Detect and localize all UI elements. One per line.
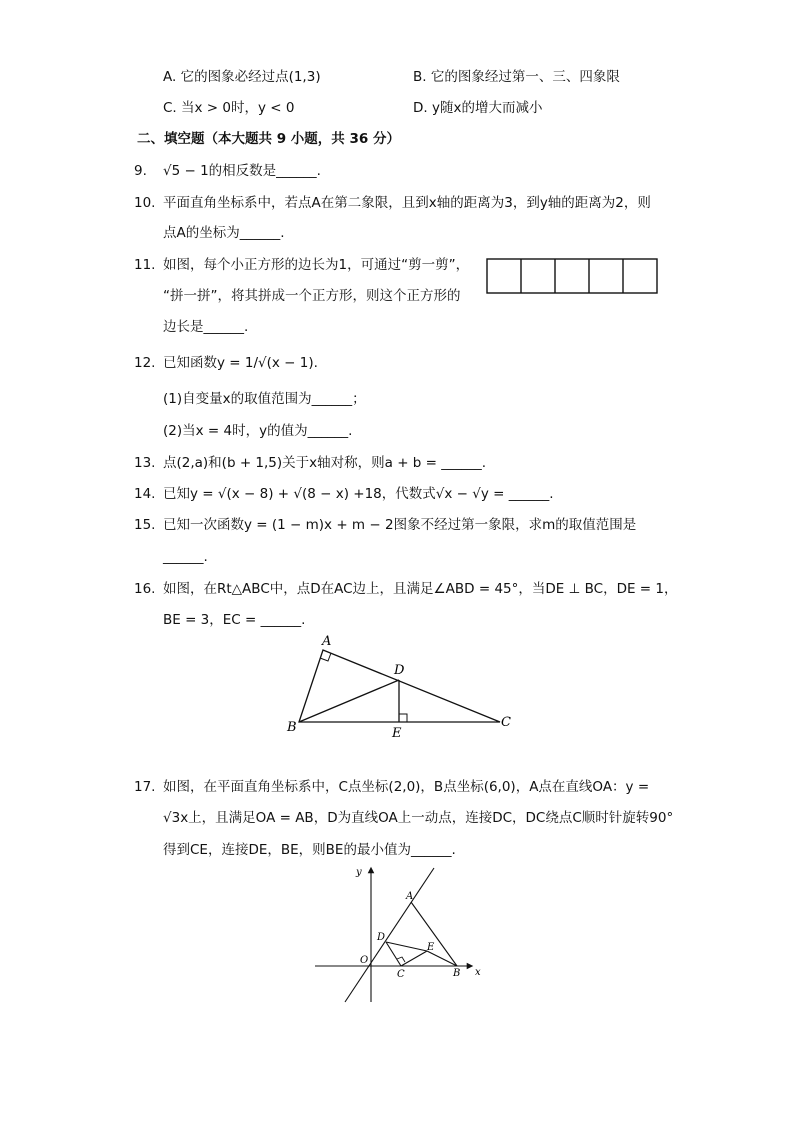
option-d: D. y随x的增大而减小 [413, 100, 543, 116]
question-number: 17. [134, 779, 156, 795]
option-b: B. 它的图象经过第一、三、四象限 [413, 69, 620, 85]
label-y: y [356, 867, 362, 878]
question-text: 如图，在Rt△ABC中，点D在AC边上，且满足∠ABD = 45°，当DE ⊥ BC，DE = 1， [163, 581, 678, 597]
line-oa [345, 868, 434, 1002]
question-number: 14. [134, 486, 156, 502]
segment-be [427, 951, 457, 966]
segment-ce [401, 951, 427, 966]
question-text: 已知一次函数y = (1 − m)x + m − 2图象不经过第一象限，求m的取值范围是 [163, 517, 637, 533]
question-text: √3x上，且满足OA = AB，D为直线OA上一动点，连接DC，DC绕点C顺时针旋转90° [163, 810, 674, 826]
segment-de [386, 942, 427, 951]
question-number: 13. [134, 455, 156, 471]
label-x: x [475, 967, 481, 978]
question-number: 12. [134, 355, 156, 371]
segment-bd [299, 680, 399, 722]
option-c: C. 当x > 0时，y < 0 [163, 100, 295, 116]
five-squares-figure [486, 258, 659, 296]
label-d: D [394, 663, 405, 678]
question-text: BE = 3，EC = ______. [163, 612, 306, 628]
question-number: 10. [134, 195, 156, 211]
label-o: O [360, 955, 369, 966]
label-e: E [392, 726, 402, 741]
question-text: “拼一拼”，将其拼成一个正方形，则这个正方形的 [163, 288, 461, 304]
question-text: 已知函数y = 1/√(x − 1). [163, 355, 318, 371]
question-text: 得到CE，连接DE，BE，则BE的最小值为______. [163, 842, 456, 858]
question-text: 点A的坐标为______. [163, 225, 285, 241]
triangle-figure-16 [280, 630, 520, 742]
question-text: (2)当x = 4时，y的值为______. [163, 423, 353, 439]
section-title: 二、填空题（本大题共 9 小题，共 36 分） [137, 131, 400, 147]
question-text: 如图，每个小正方形的边长为1，可通过“剪一剪”， [163, 257, 470, 273]
question-text: (1)自变量x的取值范围为______； [163, 391, 366, 407]
coordinate-figure-17 [310, 862, 495, 1008]
segment-dc [386, 942, 401, 966]
question-number: 15. [134, 517, 156, 533]
option-a: A. 它的图象必经过点(1,3) [163, 69, 321, 85]
label-a: A [322, 634, 332, 649]
question-text: 边长是______. [163, 319, 249, 335]
label-c: C [397, 969, 405, 980]
question-number: 11. [134, 257, 156, 273]
label-e: E [427, 942, 435, 953]
question-text: 已知y = √(x − 8) + √(8 − x) +18，代数式√x − √y = ______. [163, 486, 554, 502]
label-c: C [501, 715, 511, 730]
label-b: B [287, 720, 297, 735]
question-text: 平面直角坐标系中，若点A在第二象限，且到x轴的距离为3，到y轴的距离为2，则 [163, 195, 651, 211]
question-text: 如图，在平面直角坐标系中，C点坐标(2,0)，B点坐标(6,0)，A点在直线OA：y = [163, 779, 650, 795]
label-a: A [406, 891, 414, 902]
question-number: 16. [134, 581, 156, 597]
question-text: ______. [163, 549, 208, 565]
label-b: B [453, 968, 461, 979]
label-d: D [377, 932, 386, 943]
question-text: √5 − 1的相反数是______. [163, 163, 321, 179]
question-text: 点(2,a)和(b + 1,5)关于x轴对称，则a + b = ______. [163, 455, 487, 471]
question-number: 9. [134, 163, 147, 179]
